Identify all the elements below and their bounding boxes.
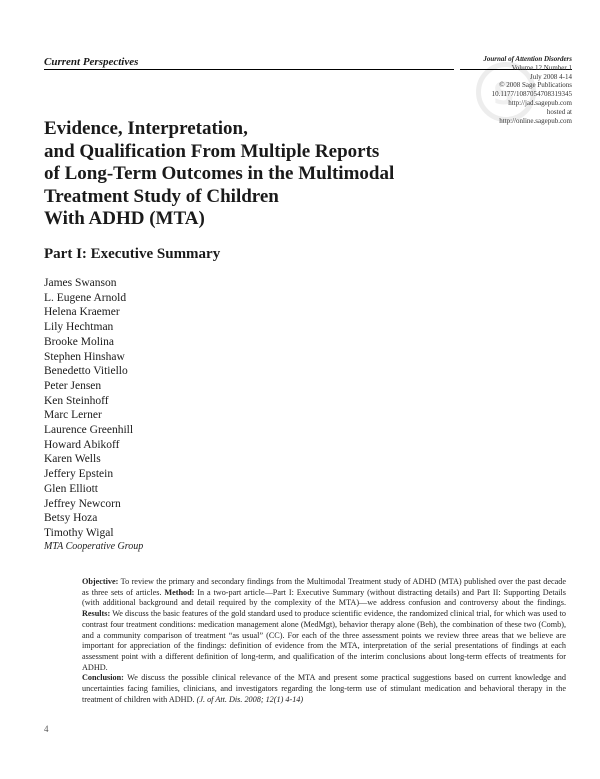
- author: Lily Hechtman: [44, 321, 114, 334]
- author: Benedetto Vitiello: [44, 365, 128, 378]
- author: Jeffrey Newcorn: [44, 497, 121, 510]
- author: Peter Jensen: [44, 379, 102, 392]
- header-rule-left: [44, 69, 454, 70]
- title-line: Evidence, Interpretation,: [44, 118, 248, 139]
- sage-logo-icon: S: [476, 62, 536, 122]
- author: Laurence Greenhill: [44, 424, 134, 437]
- results-label: Results:: [82, 609, 111, 619]
- journal-url[interactable]: http://jad.sagepub.com: [508, 98, 572, 107]
- article-title: [44, 118, 444, 231]
- citation: (J. of Att. Dis. 2008; 12(1) 4-14): [196, 694, 304, 704]
- author: Helena Kraemer: [44, 306, 120, 319]
- objective-label: Objective:: [82, 577, 119, 586]
- title-line: With ADHD (MTA): [44, 208, 205, 229]
- author: Timothy Wigal: [44, 526, 114, 539]
- abstract-body: [82, 577, 566, 673]
- abstract-conclusion: [82, 673, 566, 705]
- author-group: MTA Cooperative Group: [44, 540, 144, 552]
- author: Glen Elliott: [44, 482, 98, 495]
- journal-name: Journal of Attention Disorders: [483, 55, 572, 63]
- journal-volume: Volume 12 Number 1: [511, 63, 572, 72]
- journal-date-pages: July 2008 4-14: [530, 72, 572, 81]
- author: L. Eugene Arnold: [44, 291, 127, 304]
- title-line: of Long-Term Outcomes in the Multimodal: [44, 163, 395, 184]
- author: Ken Steinhoff: [44, 394, 109, 407]
- author: Brooke Molina: [44, 335, 114, 348]
- journal-hosted-label: hosted at: [546, 107, 572, 116]
- section-label: Current Perspectives: [44, 56, 139, 68]
- page-number: 4: [44, 724, 49, 734]
- objective-text: To review the primary and secondary findings from the Multimodal Treatment study of ADHD (MTA) published over the past decade as three sets of articles.: [82, 577, 566, 597]
- journal-doi: 10.1177/1087054708319345: [491, 90, 572, 99]
- journal-info: [462, 55, 572, 125]
- results-text: We discuss the basic features of the gold standard used to produce scientific evidence, the randomized clinical trial, for which was used to contrast four treatment conditions: medication management alone (MedMgt), behavior therapy alone (Beh), the combination of these two (Comb), and a community comparison of treatment “as usual” (CC). For each of the three assessment points we review three areas that we believe are important for appreciation of the findings: definition of evidence from the MTA, interpretation of the serial presentations of findings at each assessment point with a different definition of long-term, and qualification of the interim conclusions about long-term effects of treatments for ADHD.: [82, 609, 566, 672]
- method-label: Method:: [164, 587, 195, 597]
- journal-copyright: © 2008 Sage Publications: [499, 81, 572, 90]
- author-list: [44, 276, 143, 554]
- author: Marc Lerner: [44, 409, 102, 422]
- conclusion-text: We discuss the possible clinical relevance of the MTA and present some practical suggestions based on current knowledge and uncertainties facing families, clinicians, and investigators regarding the long-term use of stimulant medication and behavioral therapy in the treatment of children with ADHD.: [82, 673, 566, 704]
- article-subtitle: Part I: Executive Summary: [44, 246, 221, 262]
- author: James Swanson: [44, 277, 117, 289]
- author: Stephen Hinshaw: [44, 350, 125, 363]
- author: Jeffery Epstein: [44, 468, 114, 481]
- author: Betsy Hoza: [44, 512, 98, 525]
- author: Howard Abikoff: [44, 438, 120, 451]
- author: Karen Wells: [44, 453, 101, 466]
- abstract: [82, 577, 566, 705]
- title-line: Treatment Study of Children: [44, 185, 279, 207]
- method-text: In a two-part article—Part I: Executive Summary (without distracting details) and Part II: Supporting Details (with additional background and detail required by the complexity of the MTA)—we address confusion and controversy about the findings.: [82, 587, 566, 608]
- conclusion-label: Conclusion:: [82, 673, 124, 683]
- title-line: and Qualification From Multiple Reports: [44, 140, 380, 162]
- journal-hosted-url[interactable]: http://online.sagepub.com: [499, 116, 572, 125]
